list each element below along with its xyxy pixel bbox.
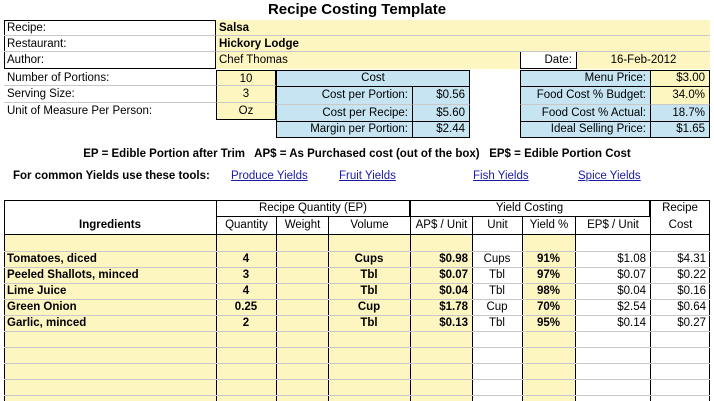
ingredient-unit: Cups [483, 253, 511, 265]
tools-label: For common Yields use these tools: [13, 170, 210, 182]
ingredient-unit: Tbl [489, 285, 505, 297]
col-weight: Weight [276, 217, 328, 235]
ingredient-ep-per-unit: $0.04 [617, 285, 646, 297]
ingredient-weight[interactable] [276, 315, 328, 331]
produce-yields-link[interactable]: Produce Yields [231, 170, 308, 182]
ingredient-ap-per-unit[interactable]: $0.07 [439, 269, 468, 281]
ingredient-cost: $0.64 [677, 301, 706, 313]
cost-per-portion-label: Cost per Portion: [276, 87, 412, 104]
restaurant-value[interactable]: Hickory Lodge [216, 36, 710, 52]
ingredient-volume[interactable]: Tbl [360, 269, 378, 281]
fish-yields-link[interactable]: Fish Yields [473, 170, 529, 182]
restaurant-label: Restaurant: [4, 36, 216, 52]
ingredient-unit: Tbl [489, 317, 505, 329]
food-cost-actual-label: Food Cost % Actual: [520, 104, 650, 121]
col-ingredients: Ingredients [4, 217, 216, 235]
ingredient-yield[interactable]: 70% [536, 301, 561, 313]
cost-per-portion-value: $0.56 [412, 87, 470, 104]
ingredient-weight[interactable] [276, 267, 328, 283]
ingredient-yield[interactable]: 91% [536, 253, 561, 265]
ingredient-cost: $4.31 [677, 253, 706, 265]
ingredient-yield[interactable]: 98% [536, 285, 561, 297]
ingredient-name[interactable]: Peeled Shallots, minced [7, 269, 139, 281]
definitions-note: EP = Edible Portion after Trim AP$ = As Purchased cost (out of the box) EP$ = Edible Portion Cost [83, 148, 631, 160]
ingredient-ep-per-unit: $1.08 [617, 253, 646, 265]
row-divider [4, 379, 710, 380]
unit-of-measure-value[interactable]: Oz [216, 103, 276, 120]
ingredient-quantity[interactable]: 0.25 [234, 301, 258, 313]
col-ap-per-unit: AP$ / Unit [410, 217, 472, 235]
ingredient-weight[interactable] [276, 251, 328, 267]
group-recipe-quantity: Recipe Quantity (EP) [216, 200, 410, 217]
ingredient-ep-per-unit: $0.07 [617, 269, 646, 281]
food-cost-budget-label: Food Cost % Budget: [520, 87, 650, 104]
recipe-label: Recipe: [4, 20, 216, 36]
ingredient-ap-per-unit[interactable]: $0.13 [439, 317, 468, 329]
ingredient-quantity[interactable]: 4 [242, 253, 250, 265]
page-title: Recipe Costing Template [267, 1, 447, 18]
col-recipe-cost: Cost [650, 217, 710, 235]
food-cost-actual-value: 18.7% [650, 104, 710, 121]
date-label: Date: [520, 52, 576, 69]
group-recipe-cost: Recipe [662, 202, 698, 214]
ingredient-quantity[interactable]: 3 [242, 269, 250, 281]
ingredient-name[interactable]: Lime Juice [7, 285, 67, 297]
serving-size-value[interactable]: 3 [216, 86, 276, 103]
spice-yields-link[interactable]: Spice Yields [578, 170, 641, 182]
author-value[interactable]: Chef Thomas [216, 52, 520, 69]
ingredient-cost: $0.22 [677, 269, 706, 281]
margin-per-portion-value: $2.44 [412, 121, 470, 138]
menu-price-label: Menu Price: [520, 70, 650, 87]
cost-per-recipe-value: $5.60 [412, 104, 470, 121]
ingredient-weight[interactable] [276, 283, 328, 299]
author-label: Author: [4, 52, 216, 69]
menu-price-value[interactable]: $3.00 [650, 70, 710, 87]
ingredient-name[interactable]: Green Onion [7, 301, 77, 313]
col-quantity: Quantity [216, 217, 276, 235]
col-volume: Volume [328, 217, 410, 235]
ingredient-unit: Tbl [489, 269, 505, 281]
ingredient-yield[interactable]: 97% [536, 269, 561, 281]
recipe-value[interactable]: Salsa [216, 20, 710, 36]
ingredient-cost: $0.16 [677, 285, 706, 297]
ingredient-volume[interactable]: Tbl [360, 285, 378, 297]
ingredient-volume[interactable]: Cup [357, 301, 381, 313]
ingredient-ap-per-unit[interactable]: $0.98 [439, 253, 468, 265]
row-divider [4, 363, 710, 364]
ingredient-ep-per-unit: $2.54 [617, 301, 646, 313]
col-ep-per-unit: EP$ / Unit [575, 217, 650, 235]
date-value[interactable]: 16-Feb-2012 [576, 52, 710, 69]
ingredient-name[interactable]: Garlic, minced [7, 317, 87, 329]
serving-size-label: Serving Size: [4, 86, 216, 103]
ingredient-quantity[interactable]: 4 [242, 285, 250, 297]
cost-box-header: Cost [276, 70, 470, 87]
ingredient-volume[interactable]: Tbl [360, 317, 378, 329]
ingredient-name[interactable]: Tomatoes, diced [7, 253, 97, 265]
ingredient-volume[interactable]: Cups [354, 253, 384, 265]
col-unit: Unit [472, 217, 522, 235]
ideal-selling-price-value: $1.65 [650, 121, 710, 138]
ingredient-ap-per-unit[interactable]: $0.04 [439, 285, 468, 297]
ingredient-weight[interactable] [276, 299, 328, 315]
food-cost-budget-value[interactable]: 34.0% [650, 87, 710, 104]
row-divider [4, 331, 710, 332]
ingredient-unit: Cup [486, 301, 508, 313]
ingredient-cost: $0.27 [677, 317, 706, 329]
ingredient-quantity[interactable]: 2 [242, 317, 250, 329]
margin-per-portion-label: Margin per Portion: [276, 121, 412, 138]
ingredient-ep-per-unit: $0.14 [617, 317, 646, 329]
unit-of-measure-label: Unit of Measure Per Person: [7, 105, 153, 117]
cost-per-recipe-label: Cost per Recipe: [276, 104, 412, 121]
row-divider [4, 395, 710, 396]
ideal-selling-price-label: Ideal Selling Price: [520, 121, 650, 138]
col-yield-percent: Yield % [522, 217, 575, 235]
portions-value[interactable]: 10 [216, 70, 276, 86]
group-yield-costing: Yield Costing [410, 200, 650, 217]
ingredient-yield[interactable]: 95% [536, 317, 561, 329]
row-divider [4, 347, 710, 348]
ingredient-ap-per-unit[interactable]: $1.78 [439, 301, 468, 313]
fruit-yields-link[interactable]: Fruit Yields [339, 170, 396, 182]
portions-label: Number of Portions: [4, 70, 216, 86]
